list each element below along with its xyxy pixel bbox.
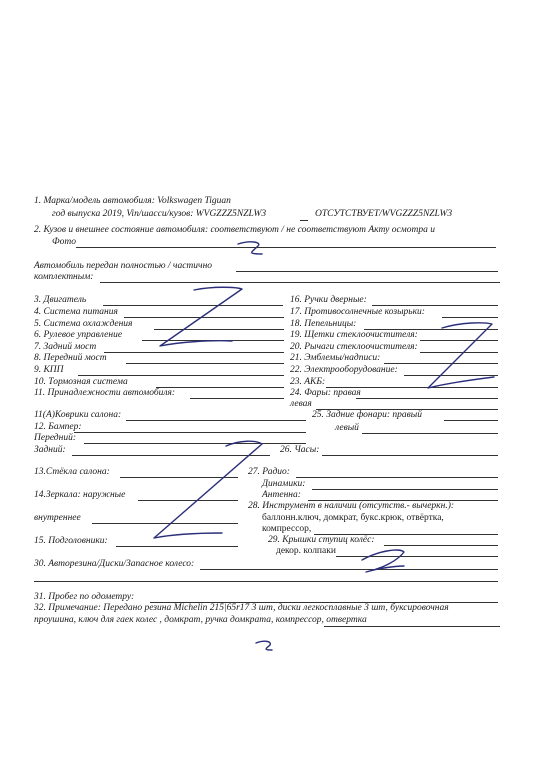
item-clock: 26. Часы: [280,445,320,455]
item-hubcaps: 29. Крышки ступиц колёс: [268,535,375,545]
item-tools-list-2: компрессор, [262,524,312,534]
item-headlights-right: 24. Фары: правая [290,388,361,398]
item-mirrors-inner: внутреннее [34,513,81,523]
item-wiper-arms: 20. Рычаги стеклоочистителя: [290,342,418,352]
strike-hubcaps [362,550,404,572]
body-condition: 2. Кузов и внешнее состояние автомобиля: соответствуют / не соответствуют Акту осмотра и [34,225,435,235]
item-tools-list-1: баллонн.ключ, домкрат, букс.крюк, отвёртка, [262,513,444,523]
completeness-label-2: комплектным: [34,272,94,282]
item-fuel-system: 4. Система питания [34,307,118,317]
item-wipers: 19. Щетки стеклоочистителя: [290,330,418,340]
item-emblems: 21. Эмблемы/надписи: [290,353,381,363]
item-electrics: 22. Электрооборудование: [290,365,398,375]
item-note-cont: проушина, ключ для гаек колес , домкрат, ручка домкрата, компрессор, отвертка [34,615,367,625]
item-taillights: 25. Задние фонари: правый [312,410,422,420]
item-note: 32. Примечание: Передано резина Michelin 215|65r17 3 шт, диски легкосплавные 3 шт, буксировочная [34,603,449,613]
item-mirrors-outer: 14.Зеркала: наружные [34,490,126,500]
item-headlights-left: левая [290,399,312,409]
item-steering: 6. Рулевое управление [34,330,123,340]
strike-lower-block [154,441,262,538]
item-hubcaps-decor: декор. колпаки [276,546,336,556]
item-tires-wheels: 30. Авторезина/Диски/Запасное колесо: [34,559,195,569]
item-sun-visors: 17. Противосолнечные козырьки: [290,307,425,317]
vin-absent: ОТСУТСТВУЕТ/WVGZZZ5NZLW3 [315,209,453,219]
item-headrests: 15. Подголовники: [34,536,108,546]
item-tools: 28. Инструмент в наличии (отсутств.- вычеркн.): [248,501,455,511]
item-front-bumper: Передний: [34,433,76,443]
strike-note [256,641,272,650]
item-mileage: 31. Пробег по одометру: [34,592,135,602]
item-taillights-left: левый [335,423,359,433]
strike-left-block [160,287,242,346]
vehicle-year-vin: год выпуска 2019, Vin/шасси/кузов: WVGZZZ5NZLW3 [52,209,267,219]
item-ashtrays: 18. Пепельницы: [290,319,357,329]
strike-photo [238,242,262,254]
item-gearbox: 9. КПП [34,365,64,375]
item-speakers: Динамики: [262,479,306,489]
item-bumper: 12. Бампер: [34,422,82,432]
photo-label: Фото [52,237,77,247]
item-floor-mats: 11(А)Коврики салона: [34,410,122,420]
completeness-label: Автомобиль передан полностью / частично [34,261,213,271]
item-front-axle: 8. Передний мост [34,353,107,363]
item-cooling: 5. Система охлаждения [34,319,133,329]
vehicle-model: 1. Марка/модель автомобиля: Volkswagen Tiguan [34,196,231,206]
item-cabin-glass: 13.Стёкла салона: [34,467,110,477]
item-battery: 23. АКБ: [290,377,326,387]
item-accessories: 11. Принадлежности автомобиля: [34,388,176,398]
strike-right-block [428,323,494,388]
item-rear-axle: 7. Задний мост [34,342,97,352]
item-engine: 3. Двигатель [34,295,87,305]
item-door-handles: 16. Ручки дверные: [290,295,367,305]
item-rear-bumper: Задний: [34,445,66,455]
item-antenna: Антенна: [262,490,301,500]
item-radio: 27. Радио: [248,467,290,477]
item-brakes: 10. Тормозная система [34,377,128,387]
